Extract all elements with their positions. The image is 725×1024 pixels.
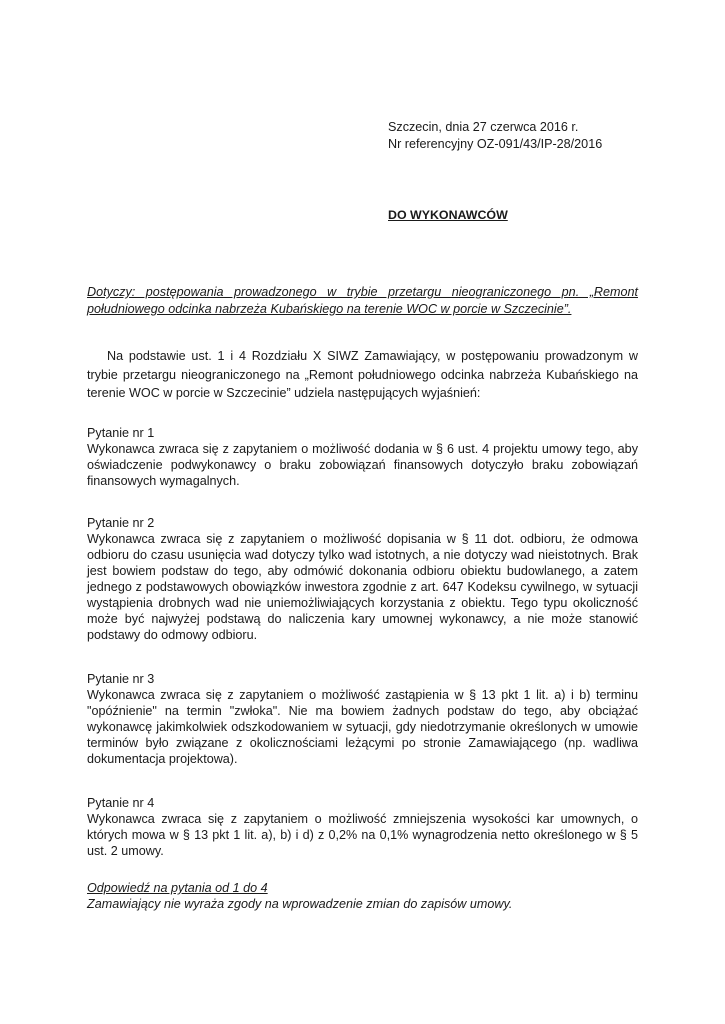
question-title: Pytanie nr 3 [87, 672, 155, 686]
place-date: Szczecin, dnia 27 czerwca 2016 r. [388, 120, 579, 134]
question-3 [87, 671, 638, 767]
answer-block [87, 880, 638, 912]
question-text: Wykonawca zwraca się z zapytaniem o możliwość dopisania w § 11 dot. odbioru, że odmowa odbioru do czasu usunięcia wad dotyczy tylko wad istotnych, a nie dotyczy wad nieistotnych. Brak jest bowiem podstaw do tego, aby odmówić dokonania odbioru obiektu budowlanego, a zatem jednego z podstawowych obowiązków inwestora zgodnie z art. 647 Kodeksu cywilnego, w sytuacji wystąpienia drobnych wad nie uniemożliwiających korzystania z obiektu. Tego typu okoliczność może być najwyżej podstawą do naliczenia kary umownej wykonawcy, a nie może stanowić podstawy do odmowy odbioru. [87, 532, 638, 642]
intro-paragraph: Na podstawie ust. 1 i 4 Rozdziału X SIWZ Zamawiający, w postępowaniu prowadzonym w trybie przetargu nieograniczonego na „Remont południowego odcinka nabrzeża Kubańskiego na terenie WOC w porcie w Szczecinie” udziela następujących wyjaśnień: [87, 349, 638, 400]
question-text: Wykonawca zwraca się z zapytaniem o możliwość dodania w § 6 ust. 4 projektu umowy tego, aby oświadczenie podwykonawcy o braku zobowiązań finansowych dotyczyło braku zobowiązań finansowych wymagalnych. [87, 442, 638, 488]
answer-text: Zamawiający nie wyraża zgody na wprowadzenie zmian do zapisów umowy. [87, 897, 513, 911]
question-text: Wykonawca zwraca się z zapytaniem o możliwość zmniejszenia wysokości kar umownych, o których mowa w § 13 pkt 1 lit. a), b) i d) z 0,2% na 0,1% wynagrodzenia netto określonego w § 5 ust. 2 umowy. [87, 812, 638, 858]
answer-title: Odpowiedź na pytania od 1 do 4 [87, 881, 268, 895]
recipient-heading: DO WYKONAWCÓW [388, 208, 508, 222]
question-2 [87, 515, 638, 643]
document-header [388, 119, 688, 153]
question-text: Wykonawca zwraca się z zapytaniem o możliwość zastąpienia w § 13 pkt 1 lit. a) i b) terminu "opóźnienie" na termin "zwłoka". Nie ma bowiem żadnych podstaw do tego, aby obciążać wykonawcę jakimkolwiek odszkodowaniem w sytuacji, gdy niedotrzymanie określonych w umowie terminów było związane z okolicznościami leżącymi po stronie Zamawiającego (np. wadliwa dokumentacja projektowa). [87, 688, 638, 766]
regarding-subject: Dotyczy: postępowania prowadzonego w trybie przetargu nieograniczonego pn. „Remont południowego odcinka nabrzeża Kubańskiego na terenie WOC w porcie w Szczecinie”. [87, 285, 638, 316]
question-title: Pytanie nr 4 [87, 796, 155, 810]
reference-number: Nr referencyjny OZ-091/43/IP-28/2016 [388, 137, 603, 151]
question-title: Pytanie nr 1 [87, 426, 155, 440]
question-title: Pytanie nr 2 [87, 516, 155, 530]
question-1 [87, 425, 638, 489]
question-4 [87, 795, 638, 859]
